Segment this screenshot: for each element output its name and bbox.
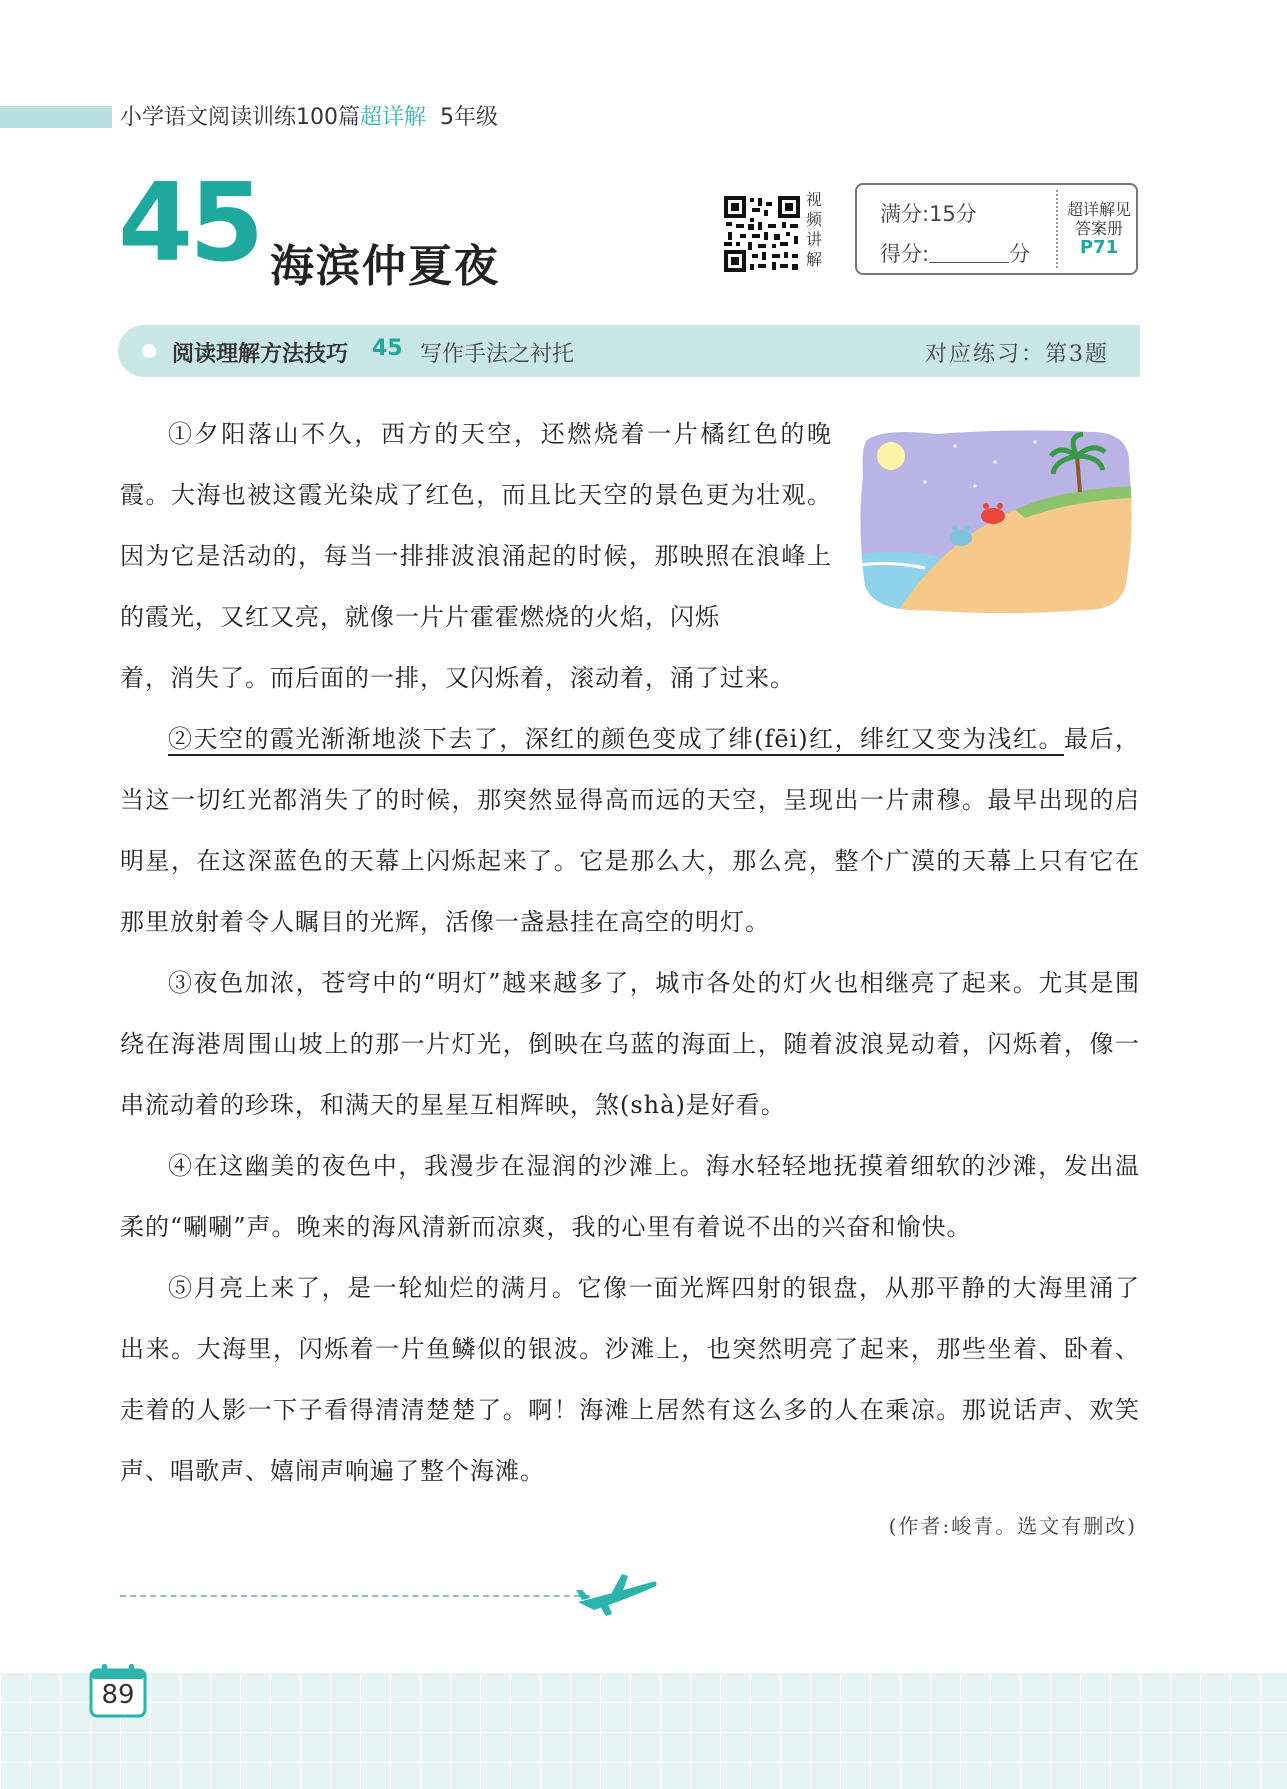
book-title: 小学语文阅读训练100篇超详解 5年级 [120, 105, 499, 130]
score-blank[interactable] [929, 244, 1009, 263]
lesson-title: 海滨仲夏夜 [270, 241, 500, 292]
airplane-icon [570, 1560, 660, 1620]
book-title-accent: 超详解 [360, 105, 427, 130]
paragraph-1: ①夕阳落山不久，西方的天空，还燃烧着一片橘红色的晚霞。大海也被这霞光染成了红色，而且比天空的景色更为壮观。因为它是活动的，每当一排排波浪涌起的时候，那映照在浪峰上的霞光，又红又亮，就像一片片霍霍燃烧的火焰，闪烁 [120, 420, 832, 631]
method-label: 阅读理解方法技巧 [172, 342, 349, 367]
score-field[interactable]: 得分: 分 [880, 242, 1031, 266]
score-divider [1056, 190, 1058, 268]
footer-grid-background [0, 1672, 1287, 1789]
paragraph-2: ②天空的霞光渐渐地淡下去了，深红的颜色变成了绯(fēi)红，绯红又变为浅红。最后，当这一切红光都消失了的时候，那突然显得高而远的天空，呈现出一片肃穆。最早出现的启明星，在这深蓝色的天幕上闪烁起来了。它是那么大，那么亮，整个广漠的天幕上只有它在那里放射着令人瞩目的光辉，活像一盏悬挂在高空的明灯。 [120, 725, 1140, 936]
underlined-sentence: ②天空的霞光渐渐地淡下去了，深红的颜色变成了绯(fēi)红，绯红又变为浅红。 [168, 725, 1065, 753]
practice-reference: 对应练习：第3题 [925, 342, 1109, 367]
author-credit: (作者:峻青。选文有删改) [888, 1514, 1137, 1538]
full-score: 满分:15分 [880, 202, 977, 226]
page-number: 89 [101, 1680, 135, 1710]
beach-night-illustration [855, 426, 1135, 616]
answer-reference: 超详解见答案册 P71 [1066, 200, 1131, 258]
grade-label: 5年级 [440, 105, 499, 130]
lesson-number: 45 [118, 161, 261, 286]
band-bullet-icon [142, 344, 156, 358]
header-color-strip [0, 106, 112, 128]
paragraph-4: ④在这幽美的夜色中，我漫步在湿润的沙滩上。海水轻轻地抚摸着细软的沙滩，发出温柔的“唰唰”声。晚来的海风清新而凉爽，我的心里有着说不出的兴奋和愉快。 [120, 1152, 1140, 1241]
paragraph-1-end: 着，消失了。而后面的一排，又闪烁着，滚动着，涌了过来。 [120, 664, 795, 692]
paragraph-5: ⑤月亮上来了，是一轮灿烂的满月。它像一面光辉四射的银盘，从那平静的大海里涌了出来。大海里，闪烁着一片鱼鳞似的银波。沙滩上，也突然明亮了起来，那些坐着、卧着、走着的人影一下子看得清清楚楚了。啊！海滩上居然有这么多的人在乘凉。那说话声、欢笑声、唱歌声、嬉闹声响遍了整个海滩。 [120, 1274, 1140, 1485]
qr-code-icon[interactable] [722, 194, 802, 274]
footer-dashed-line [120, 1595, 590, 1597]
method-number: 45 [372, 336, 403, 361]
paragraph-3: ③夜色加浓，苍穹中的“明灯”越来越多了，城市各处的灯火也相继亮了起来。尤其是围绕在海港周围山坡上的那一片灯光，倒映在乌蓝的海面上，随着波浪晃动着，闪烁着，像一串流动着的珍珠，和满天的星星互相辉映，煞(shà)是好看。 [120, 969, 1140, 1119]
method-topic: 写作手法之衬托 [420, 342, 575, 367]
video-explain-label: 视频讲解 [806, 190, 823, 269]
answer-page: P71 [1079, 237, 1119, 258]
